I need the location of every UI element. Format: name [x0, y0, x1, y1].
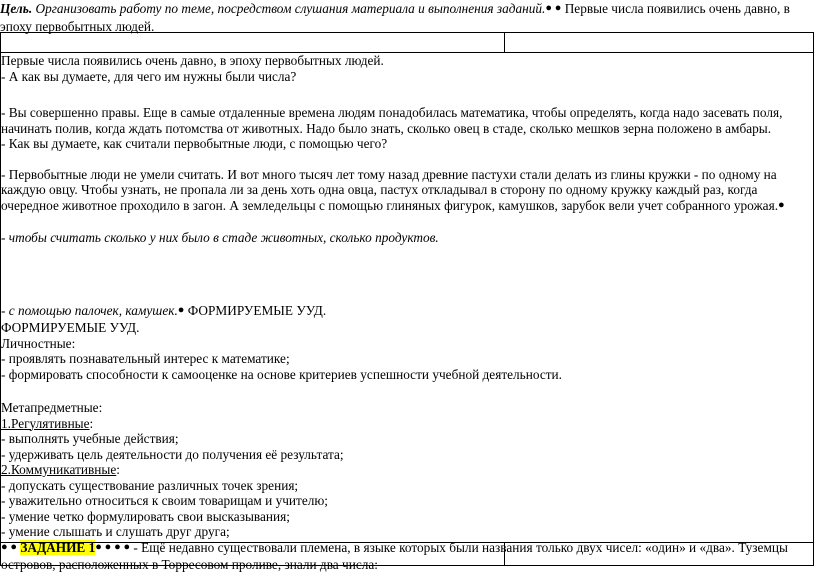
personal-item-2: - формировать способности к самооценке на основе критериев успешности учебной деятельности. — [1, 366, 562, 382]
communicative-item-3: - умение четко формулировать свои высказывания; — [1, 508, 290, 524]
goal-text: Организовать работу по теме, посредством слушания материала и выполнения заданий. — [35, 1, 546, 16]
communicative-heading: 2.Коммуникативные: — [1, 462, 120, 477]
task-label: ЗАДАНИЕ 1 — [20, 539, 96, 555]
table-row-top — [0, 32, 814, 53]
paragraph-intro: Первые числа появились очень давно, в эпоху первобытных людей. — [1, 53, 384, 68]
bullet-dots: ● ● ● ● — [95, 540, 131, 553]
table-cell-divider — [504, 33, 505, 52]
answer-purpose: - чтобы считать сколько у них было в стаде животных, сколько продуктов. — [1, 230, 439, 245]
bullet-dot: ● — [778, 198, 785, 211]
personal-heading: Личностные: — [1, 335, 76, 351]
paragraph-math-need: - Вы совершенно правы. Еще в самые отдаленные времена людям понадобилась математика, чтобы определять, когда надо засевать поля, начинать полив, когда ждать потомства от животных. Надо было знать, сколько овец в стаде, сколько мешков зерна положено в амбары. — [1, 105, 783, 136]
table-row-bottom — [0, 539, 814, 566]
intro-text: Первые числа появились очень давно, в эпоху первобытных людей. — [0, 1, 790, 34]
task-text: - Ещё недавно существовали племена, в языке которых были названия только двух чисел: «один» и «два». Туземцы островов, расположенных в Торресовом проливе, знали два числа: — [1, 539, 788, 572]
personal-item-1: - проявлять познавательный интерес к математике; — [1, 351, 290, 366]
table-cell-divider — [504, 543, 505, 565]
answer-means: - с помощью палочек, камушек.● ФОРМИРУЕМЫЕ УУД. — [1, 302, 327, 318]
regulative-item-2: - удерживать цель деятельности до получения её результата; — [1, 446, 344, 462]
question-counting: - Как вы думаете, как считали первобытные люди, с помощью чего? — [1, 136, 388, 151]
regulative-item-1: - выполнять учебные действия; — [1, 431, 179, 446]
uud-heading: ФОРМИРУЕМЫЕ УУД. — [1, 320, 140, 335]
regulative-heading: 1.Регулятивные: — [1, 415, 94, 431]
communicative-item-4: - умение слышать и слушать друг друга; — [1, 524, 230, 539]
metasubject-heading: Метапредметные: — [1, 400, 103, 415]
goal-paragraph — [0, 1, 814, 34]
lesson-text — [1, 53, 815, 573]
communicative-item-2: - уважительно относиться к своим товарищам и учителю; — [1, 493, 329, 508]
paragraph-primitive-counting: - Первобытные люди не умели считать. И вот много тысяч лет тому назад древние пастухи стали делать из глины кружки - по одному на каждую овцу. Чтобы узнать, не пропала ли за день хоть одна овца, пастух откладывал в сторону по одному кружку каждый раз, когда очередное животное проходило в загон. А земледельцы с помощью глиняных фигурок, камушков, зарубок вели учет собранного урожая.● — [1, 166, 785, 213]
goal-label: Цель. — [0, 1, 33, 16]
bullet-dots: ● ● — [545, 2, 562, 14]
bullet-dot: ● — [177, 303, 185, 316]
question-numbers: - А как вы думаете, для чего им нужны были числа? — [1, 68, 297, 84]
communicative-item-1: - допускать существование различных точек зрения; — [1, 477, 299, 493]
bullet-dots: ● ● — [1, 540, 18, 553]
